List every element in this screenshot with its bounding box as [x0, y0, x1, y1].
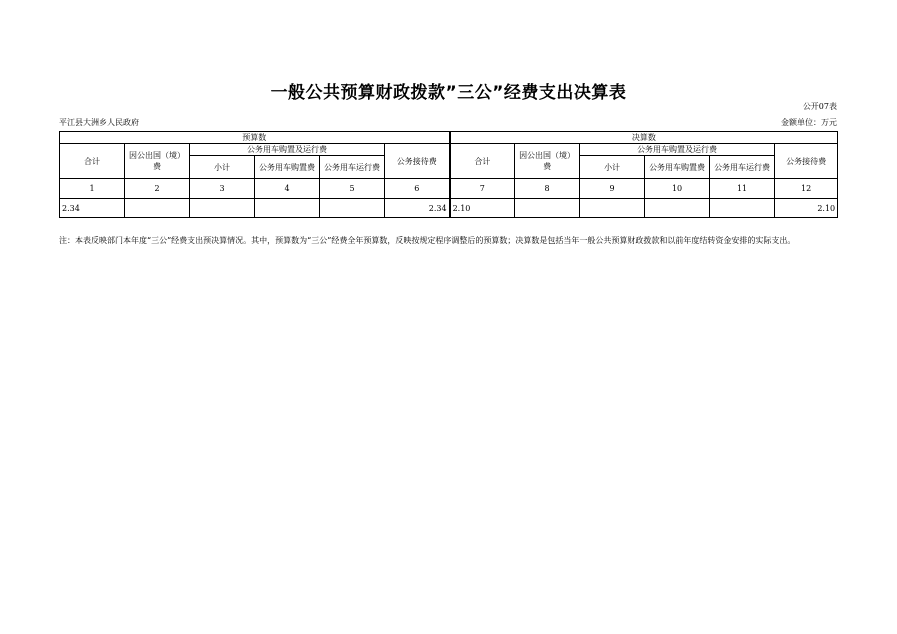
form-number: 公开07表 [802, 102, 837, 111]
column-index-row [60, 179, 838, 199]
budget-reception-header: 公务接待费 [385, 144, 450, 179]
final-abroad-value [515, 199, 580, 218]
col-index: 2 [125, 179, 190, 199]
expenditure-table [59, 131, 838, 218]
budget-vehicle-purchase-header: 公务用车购置费 [255, 156, 320, 179]
budget-abroad-header: 因公出国（境）费 [125, 144, 190, 179]
final-reception-header: 公务接待费 [775, 144, 838, 179]
amount-unit: 金额单位：万元 [781, 118, 837, 127]
budget-vehicle-header: 公务用车购置及运行费 [190, 144, 385, 156]
budget-vehicle-purchase-value [255, 199, 320, 218]
footnote: 注：本表反映部门本年度“三公”经费支出预决算情况。其中，预算数为“三公”经费全年预算数，反映按规定程序调整后的预算数；决算数是包括当年一般公共预算财政拨款和以前年度结转资金安排的实际支出。 [59, 236, 796, 245]
budget-vehicle-operation-header: 公务用车运行费 [320, 156, 385, 179]
final-total-value: 2.10 [450, 199, 515, 218]
col-index: 9 [580, 179, 645, 199]
final-subtotal-value [580, 199, 645, 218]
budget-subtotal-header: 小计 [190, 156, 255, 179]
final-header: 决算数 [450, 132, 838, 144]
final-vehicle-operation-value [710, 199, 775, 218]
budget-total-value: 2.34 [60, 199, 125, 218]
col-index: 3 [190, 179, 255, 199]
budget-reception-value: 2.34 [385, 199, 450, 218]
page-title: 一般公共预算财政拨款”三公”经费支出决算表 [270, 83, 627, 103]
budget-vehicle-operation-value [320, 199, 385, 218]
final-subtotal-header: 小计 [580, 156, 645, 179]
col-index: 7 [450, 179, 515, 199]
table-row [60, 199, 838, 218]
budget-header: 预算数 [60, 132, 450, 144]
budget-abroad-value [125, 199, 190, 218]
organization-name: 平江县大洲乡人民政府 [59, 118, 139, 127]
final-vehicle-purchase-value [645, 199, 710, 218]
final-vehicle-header: 公务用车购置及运行费 [580, 144, 775, 156]
col-index: 12 [775, 179, 838, 199]
col-index: 5 [320, 179, 385, 199]
final-abroad-header: 因公出国（境）费 [515, 144, 580, 179]
col-index: 11 [710, 179, 775, 199]
final-vehicle-operation-header: 公务用车运行费 [710, 156, 775, 179]
col-index: 8 [515, 179, 580, 199]
final-vehicle-purchase-header: 公务用车购置费 [645, 156, 710, 179]
col-index: 4 [255, 179, 320, 199]
budget-total-header: 合计 [60, 144, 125, 179]
col-index: 6 [385, 179, 450, 199]
col-index: 10 [645, 179, 710, 199]
col-index: 1 [60, 179, 125, 199]
final-reception-value: 2.10 [775, 199, 838, 218]
final-total-header: 合计 [450, 144, 515, 179]
budget-subtotal-value [190, 199, 255, 218]
